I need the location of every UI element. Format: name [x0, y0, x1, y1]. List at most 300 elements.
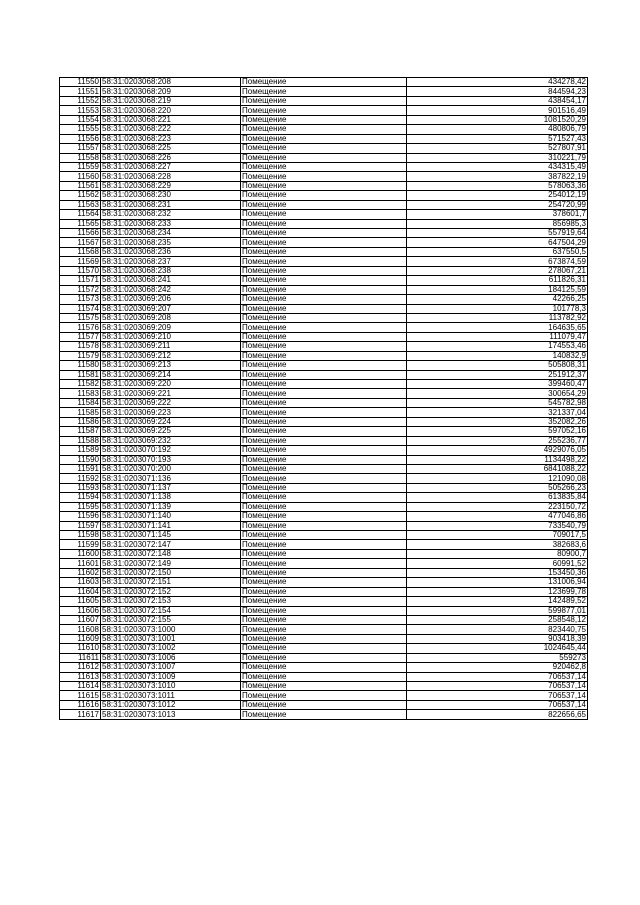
row-number-cell: 11551 — [60, 87, 101, 96]
row-number-cell: 11614 — [60, 682, 101, 691]
cadastral-number-cell: 58:31:0203068:229 — [101, 181, 241, 190]
row-number-cell: 11552 — [60, 96, 101, 105]
object-type-cell: Помещение — [241, 191, 407, 200]
table-row — [60, 295, 588, 304]
object-type-cell: Помещение — [241, 672, 407, 681]
cadastral-value-cell: 123699,78 — [407, 587, 588, 596]
cadastral-number-cell: 58:31:0203070:200 — [101, 464, 241, 473]
cadastral-value-cell: 903418,39 — [407, 634, 588, 643]
cadastral-number-cell: 58:31:0203068:222 — [101, 125, 241, 134]
cadastral-value-cell: 321337,04 — [407, 408, 588, 417]
row-number-cell: 11565 — [60, 219, 101, 228]
row-number-cell: 11617 — [60, 710, 101, 719]
row-number-cell: 11554 — [60, 115, 101, 124]
cadastral-number-cell: 58:31:0203071:136 — [101, 474, 241, 483]
table-row — [60, 134, 588, 143]
table-row — [60, 710, 588, 719]
cadastral-value-cell: 637550,5 — [407, 247, 588, 256]
cadastral-number-cell: 58:31:0203068:233 — [101, 219, 241, 228]
object-type-cell: Помещение — [241, 493, 407, 502]
cadastral-value-cell: 527807,91 — [407, 144, 588, 153]
object-type-cell: Помещение — [241, 134, 407, 143]
cadastral-value-cell: 709017,5 — [407, 531, 588, 540]
table-row — [60, 181, 588, 190]
cadastral-value-cell: 844594,23 — [407, 87, 588, 96]
object-type-cell: Помещение — [241, 361, 407, 370]
cadastral-value-cell: 101778,3 — [407, 304, 588, 313]
row-number-cell: 11580 — [60, 361, 101, 370]
table-row — [60, 417, 588, 426]
cadastral-number-cell: 58:31:0203069:214 — [101, 370, 241, 379]
row-number-cell: 11583 — [60, 389, 101, 398]
cadastral-value-cell: 1081520,29 — [407, 115, 588, 124]
row-number-cell: 11606 — [60, 606, 101, 615]
cadastral-number-cell: 58:31:0203069:221 — [101, 389, 241, 398]
table-row — [60, 342, 588, 351]
row-number-cell: 11553 — [60, 106, 101, 115]
cadastral-value-cell: 571527,43 — [407, 134, 588, 143]
row-number-cell: 11567 — [60, 238, 101, 247]
table-row — [60, 606, 588, 615]
table-row — [60, 644, 588, 653]
cadastral-value-cell: 121090,08 — [407, 474, 588, 483]
table-row — [60, 540, 588, 549]
cadastral-value-cell: 559273 — [407, 653, 588, 662]
row-number-cell: 11586 — [60, 417, 101, 426]
row-number-cell: 11611 — [60, 653, 101, 662]
cadastral-value-cell: 434278,42 — [407, 78, 588, 87]
row-number-cell: 11603 — [60, 578, 101, 587]
cadastral-value-cell: 611826,31 — [407, 276, 588, 285]
object-type-cell: Помещение — [241, 266, 407, 275]
cadastral-value-cell: 4929076,05 — [407, 446, 588, 455]
table-row — [60, 125, 588, 134]
table-row — [60, 323, 588, 332]
table-row — [60, 568, 588, 577]
row-number-cell: 11579 — [60, 351, 101, 360]
object-type-cell: Помещение — [241, 653, 407, 662]
object-type-cell: Помещение — [241, 427, 407, 436]
cadastral-number-cell: 58:31:0203073:1001 — [101, 634, 241, 643]
cadastral-number-cell: 58:31:0203069:223 — [101, 408, 241, 417]
row-number-cell: 11607 — [60, 615, 101, 624]
cadastral-value-cell: 706537,14 — [407, 682, 588, 691]
cadastral-value-cell: 278067,21 — [407, 266, 588, 275]
table-row — [60, 389, 588, 398]
cadastral-number-cell: 58:31:0203072:154 — [101, 606, 241, 615]
object-type-cell: Помещение — [241, 682, 407, 691]
cadastral-value-cell: 184125,59 — [407, 285, 588, 294]
object-type-cell: Помещение — [241, 210, 407, 219]
cadastral-number-cell: 58:31:0203068:237 — [101, 257, 241, 266]
row-number-cell: 11566 — [60, 229, 101, 238]
table-row — [60, 672, 588, 681]
table-row — [60, 682, 588, 691]
cadastral-number-cell: 58:31:0203069:222 — [101, 398, 241, 407]
cadastral-value-cell: 438454,17 — [407, 96, 588, 105]
object-type-cell: Помещение — [241, 455, 407, 464]
table-row — [60, 521, 588, 530]
cadastral-number-cell: 58:31:0203069:206 — [101, 295, 241, 304]
cadastral-number-cell: 58:31:0203068:232 — [101, 210, 241, 219]
object-type-cell: Помещение — [241, 587, 407, 596]
object-type-cell: Помещение — [241, 125, 407, 134]
object-type-cell: Помещение — [241, 323, 407, 332]
cadastral-number-cell: 58:31:0203073:1010 — [101, 682, 241, 691]
cadastral-value-cell: 823440,75 — [407, 625, 588, 634]
row-number-cell: 11550 — [60, 78, 101, 87]
cadastral-number-cell: 58:31:0203068:223 — [101, 134, 241, 143]
cadastral-number-cell: 58:31:0203071:141 — [101, 521, 241, 530]
table-row — [60, 483, 588, 492]
cadastral-number-cell: 58:31:0203069:211 — [101, 342, 241, 351]
row-number-cell: 11602 — [60, 568, 101, 577]
cadastral-value-cell: 140832,9 — [407, 351, 588, 360]
table-row — [60, 247, 588, 256]
cadastral-number-cell: 58:31:0203073:1012 — [101, 700, 241, 709]
cadastral-number-cell: 58:31:0203068:221 — [101, 115, 241, 124]
object-type-cell: Помещение — [241, 144, 407, 153]
table-row — [60, 653, 588, 662]
object-type-cell: Помещение — [241, 389, 407, 398]
cadastral-value-cell: 545782,98 — [407, 398, 588, 407]
object-type-cell: Помещение — [241, 436, 407, 445]
table-row — [60, 474, 588, 483]
cadastral-number-cell: 58:31:0203072:152 — [101, 587, 241, 596]
cadastral-number-cell: 58:31:0203068:235 — [101, 238, 241, 247]
object-type-cell: Помещение — [241, 540, 407, 549]
cadastral-number-cell: 58:31:0203068:241 — [101, 276, 241, 285]
object-type-cell: Помещение — [241, 474, 407, 483]
cadastral-value-cell: 477046,86 — [407, 512, 588, 521]
cadastral-number-cell: 58:31:0203069:224 — [101, 417, 241, 426]
table-row — [60, 153, 588, 162]
table-row — [60, 427, 588, 436]
cadastral-value-cell: 901516,49 — [407, 106, 588, 115]
table-row — [60, 502, 588, 511]
cadastral-number-cell: 58:31:0203068:225 — [101, 144, 241, 153]
cadastral-number-cell: 58:31:0203069:212 — [101, 351, 241, 360]
object-type-cell: Помещение — [241, 332, 407, 341]
row-number-cell: 11605 — [60, 597, 101, 606]
object-type-cell: Помещение — [241, 634, 407, 643]
row-number-cell: 11585 — [60, 408, 101, 417]
cadastral-value-cell: 706537,14 — [407, 691, 588, 700]
object-type-cell: Помещение — [241, 162, 407, 171]
cadastral-number-cell: 58:31:0203072:147 — [101, 540, 241, 549]
table-row — [60, 285, 588, 294]
row-number-cell: 11613 — [60, 672, 101, 681]
table-row — [60, 144, 588, 153]
row-number-cell: 11560 — [60, 172, 101, 181]
object-type-cell: Помещение — [241, 483, 407, 492]
cadastral-value-cell: 399460,47 — [407, 380, 588, 389]
cadastral-number-cell: 58:31:0203068:234 — [101, 229, 241, 238]
table-row — [60, 549, 588, 558]
cadastral-value-cell: 142489,52 — [407, 597, 588, 606]
cadastral-number-cell: 58:31:0203071:145 — [101, 531, 241, 540]
table-row — [60, 313, 588, 322]
object-type-cell: Помещение — [241, 512, 407, 521]
cadastral-value-cell: 597052,16 — [407, 427, 588, 436]
table-row — [60, 663, 588, 672]
cadastral-value-cell: 6841088,22 — [407, 464, 588, 473]
cadastral-number-cell: 58:31:0203069:209 — [101, 323, 241, 332]
object-type-cell: Помещение — [241, 172, 407, 181]
row-number-cell: 11584 — [60, 398, 101, 407]
cadastral-value-cell: 255236,77 — [407, 436, 588, 445]
object-type-cell: Помещение — [241, 398, 407, 407]
object-type-cell: Помещение — [241, 380, 407, 389]
cadastral-number-cell: 58:31:0203072:148 — [101, 549, 241, 558]
table-row — [60, 172, 588, 181]
cadastral-value-cell: 387822,19 — [407, 172, 588, 181]
cadastral-number-cell: 58:31:0203072:150 — [101, 568, 241, 577]
row-number-cell: 11574 — [60, 304, 101, 313]
row-number-cell: 11571 — [60, 276, 101, 285]
row-number-cell: 11616 — [60, 700, 101, 709]
cadastral-number-cell: 58:31:0203072:153 — [101, 597, 241, 606]
cadastral-value-cell: 578063,36 — [407, 181, 588, 190]
row-number-cell: 11596 — [60, 512, 101, 521]
object-type-cell: Помещение — [241, 238, 407, 247]
cadastral-value-cell: 613835,84 — [407, 493, 588, 502]
object-type-cell: Помещение — [241, 606, 407, 615]
cadastral-number-cell: 58:31:0203068:226 — [101, 153, 241, 162]
cadastral-value-cell: 310221,79 — [407, 153, 588, 162]
row-number-cell: 11591 — [60, 464, 101, 473]
row-number-cell: 11601 — [60, 559, 101, 568]
object-type-cell: Помещение — [241, 521, 407, 530]
table-body — [60, 78, 588, 720]
cadastral-number-cell: 58:31:0203069:232 — [101, 436, 241, 445]
row-number-cell: 11578 — [60, 342, 101, 351]
cadastral-value-cell: 60991,52 — [407, 559, 588, 568]
object-type-cell: Помещение — [241, 181, 407, 190]
table-row — [60, 78, 588, 87]
row-number-cell: 11608 — [60, 625, 101, 634]
row-number-cell: 11604 — [60, 587, 101, 596]
table-row — [60, 597, 588, 606]
table-row — [60, 332, 588, 341]
table-row — [60, 115, 588, 124]
cadastral-value-cell: 673874,59 — [407, 257, 588, 266]
table-row — [60, 210, 588, 219]
row-number-cell: 11600 — [60, 549, 101, 558]
row-number-cell: 11592 — [60, 474, 101, 483]
row-number-cell: 11568 — [60, 247, 101, 256]
row-number-cell: 11590 — [60, 455, 101, 464]
cadastral-number-cell: 58:31:0203070:192 — [101, 446, 241, 455]
table-row — [60, 229, 588, 238]
object-type-cell: Помещение — [241, 417, 407, 426]
cadastral-number-cell: 58:31:0203068:242 — [101, 285, 241, 294]
cadastral-value-cell: 113782,92 — [407, 313, 588, 322]
table-row — [60, 455, 588, 464]
table-row — [60, 380, 588, 389]
row-number-cell: 11573 — [60, 295, 101, 304]
cadastral-value-table — [59, 77, 588, 720]
cadastral-value-cell: 1024645,44 — [407, 644, 588, 653]
row-number-cell: 11581 — [60, 370, 101, 379]
object-type-cell: Помещение — [241, 370, 407, 379]
object-type-cell: Помещение — [241, 578, 407, 587]
object-type-cell: Помещение — [241, 219, 407, 228]
object-type-cell: Помещение — [241, 568, 407, 577]
cadastral-value-cell: 856985,3 — [407, 219, 588, 228]
cadastral-value-cell: 557919,64 — [407, 229, 588, 238]
table-row — [60, 634, 588, 643]
cadastral-value-cell: 706537,14 — [407, 700, 588, 709]
row-number-cell: 11598 — [60, 531, 101, 540]
cadastral-number-cell: 58:31:0203068:208 — [101, 78, 241, 87]
table-row — [60, 446, 588, 455]
table-row — [60, 559, 588, 568]
row-number-cell: 11595 — [60, 502, 101, 511]
row-number-cell: 11597 — [60, 521, 101, 530]
object-type-cell: Помещение — [241, 106, 407, 115]
cadastral-value-cell: 300654,29 — [407, 389, 588, 398]
object-type-cell: Помещение — [241, 531, 407, 540]
object-type-cell: Помещение — [241, 229, 407, 238]
table-row — [60, 162, 588, 171]
cadastral-number-cell: 58:31:0203073:1011 — [101, 691, 241, 700]
cadastral-value-cell: 111079,47 — [407, 332, 588, 341]
cadastral-number-cell: 58:31:0203073:1000 — [101, 625, 241, 634]
row-number-cell: 11612 — [60, 663, 101, 672]
cadastral-number-cell: 58:31:0203071:139 — [101, 502, 241, 511]
cadastral-value-cell: 505266,23 — [407, 483, 588, 492]
row-number-cell: 11599 — [60, 540, 101, 549]
row-number-cell: 11576 — [60, 323, 101, 332]
cadastral-value-cell: 599877,01 — [407, 606, 588, 615]
cadastral-value-cell: 352082,26 — [407, 417, 588, 426]
cadastral-value-cell: 254720,99 — [407, 200, 588, 209]
cadastral-number-cell: 58:31:0203068:209 — [101, 87, 241, 96]
table-row — [60, 512, 588, 521]
row-number-cell: 11558 — [60, 153, 101, 162]
object-type-cell: Помещение — [241, 625, 407, 634]
object-type-cell: Помещение — [241, 115, 407, 124]
table-row — [60, 464, 588, 473]
cadastral-number-cell: 58:31:0203069:220 — [101, 380, 241, 389]
cadastral-number-cell: 58:31:0203069:210 — [101, 332, 241, 341]
cadastral-value-cell: 42266,25 — [407, 295, 588, 304]
row-number-cell: 11559 — [60, 162, 101, 171]
cadastral-value-cell: 378601,7 — [407, 210, 588, 219]
cadastral-value-cell: 254012,19 — [407, 191, 588, 200]
object-type-cell: Помещение — [241, 663, 407, 672]
cadastral-value-cell: 480806,79 — [407, 125, 588, 134]
row-number-cell: 11564 — [60, 210, 101, 219]
table-row — [60, 361, 588, 370]
cadastral-number-cell: 58:31:0203068:220 — [101, 106, 241, 115]
object-type-cell: Помещение — [241, 200, 407, 209]
table-row — [60, 304, 588, 313]
object-type-cell: Помещение — [241, 549, 407, 558]
row-number-cell: 11589 — [60, 446, 101, 455]
object-type-cell: Помещение — [241, 276, 407, 285]
table-row — [60, 625, 588, 634]
table-row — [60, 691, 588, 700]
cadastral-number-cell: 58:31:0203069:225 — [101, 427, 241, 436]
cadastral-number-cell: 58:31:0203073:1007 — [101, 663, 241, 672]
object-type-cell: Помещение — [241, 78, 407, 87]
object-type-cell: Помещение — [241, 700, 407, 709]
row-number-cell: 11562 — [60, 191, 101, 200]
cadastral-number-cell: 58:31:0203071:138 — [101, 493, 241, 502]
table-row — [60, 398, 588, 407]
cadastral-value-cell: 251912,37 — [407, 370, 588, 379]
cadastral-number-cell: 58:31:0203072:149 — [101, 559, 241, 568]
cadastral-number-cell: 58:31:0203068:228 — [101, 172, 241, 181]
object-type-cell: Помещение — [241, 247, 407, 256]
row-number-cell: 11572 — [60, 285, 101, 294]
cadastral-number-cell: 58:31:0203069:213 — [101, 361, 241, 370]
object-type-cell: Помещение — [241, 295, 407, 304]
object-type-cell: Помещение — [241, 257, 407, 266]
cadastral-number-cell: 58:31:0203069:208 — [101, 313, 241, 322]
cadastral-number-cell: 58:31:0203068:236 — [101, 247, 241, 256]
row-number-cell: 11577 — [60, 332, 101, 341]
object-type-cell: Помещение — [241, 446, 407, 455]
cadastral-value-cell: 822656,65 — [407, 710, 588, 719]
object-type-cell: Помещение — [241, 87, 407, 96]
cadastral-value-cell: 706537,14 — [407, 672, 588, 681]
cadastral-number-cell: 58:31:0203068:219 — [101, 96, 241, 105]
cadastral-value-cell: 647504,29 — [407, 238, 588, 247]
row-number-cell: 11582 — [60, 380, 101, 389]
row-number-cell: 11593 — [60, 483, 101, 492]
object-type-cell: Помещение — [241, 285, 407, 294]
cadastral-value-cell: 153450,36 — [407, 568, 588, 577]
row-number-cell: 11588 — [60, 436, 101, 445]
cadastral-number-cell: 58:31:0203073:1009 — [101, 672, 241, 681]
object-type-cell: Помещение — [241, 710, 407, 719]
row-number-cell: 11561 — [60, 181, 101, 190]
table-row — [60, 493, 588, 502]
cadastral-value-cell: 434315,49 — [407, 162, 588, 171]
table-row — [60, 200, 588, 209]
object-type-cell: Помещение — [241, 342, 407, 351]
cadastral-number-cell: 58:31:0203073:1002 — [101, 644, 241, 653]
row-number-cell: 11570 — [60, 266, 101, 275]
cadastral-number-cell: 58:31:0203071:137 — [101, 483, 241, 492]
cadastral-number-cell: 58:31:0203072:155 — [101, 615, 241, 624]
object-type-cell: Помещение — [241, 644, 407, 653]
row-number-cell: 11569 — [60, 257, 101, 266]
cadastral-number-cell: 58:31:0203073:1013 — [101, 710, 241, 719]
row-number-cell: 11555 — [60, 125, 101, 134]
cadastral-number-cell: 58:31:0203071:140 — [101, 512, 241, 521]
table-row — [60, 578, 588, 587]
cadastral-number-cell: 58:31:0203069:207 — [101, 304, 241, 313]
row-number-cell: 11575 — [60, 313, 101, 322]
cadastral-value-cell: 733540,79 — [407, 521, 588, 530]
cadastral-value-cell: 920462,8 — [407, 663, 588, 672]
table-row — [60, 531, 588, 540]
cadastral-number-cell: 58:31:0203068:227 — [101, 162, 241, 171]
object-type-cell: Помещение — [241, 502, 407, 511]
table-row — [60, 238, 588, 247]
object-type-cell: Помещение — [241, 691, 407, 700]
table-row — [60, 370, 588, 379]
table-row — [60, 615, 588, 624]
object-type-cell: Помещение — [241, 464, 407, 473]
cadastral-number-cell: 58:31:0203068:230 — [101, 191, 241, 200]
table-row — [60, 266, 588, 275]
cadastral-number-cell: 58:31:0203070:193 — [101, 455, 241, 464]
